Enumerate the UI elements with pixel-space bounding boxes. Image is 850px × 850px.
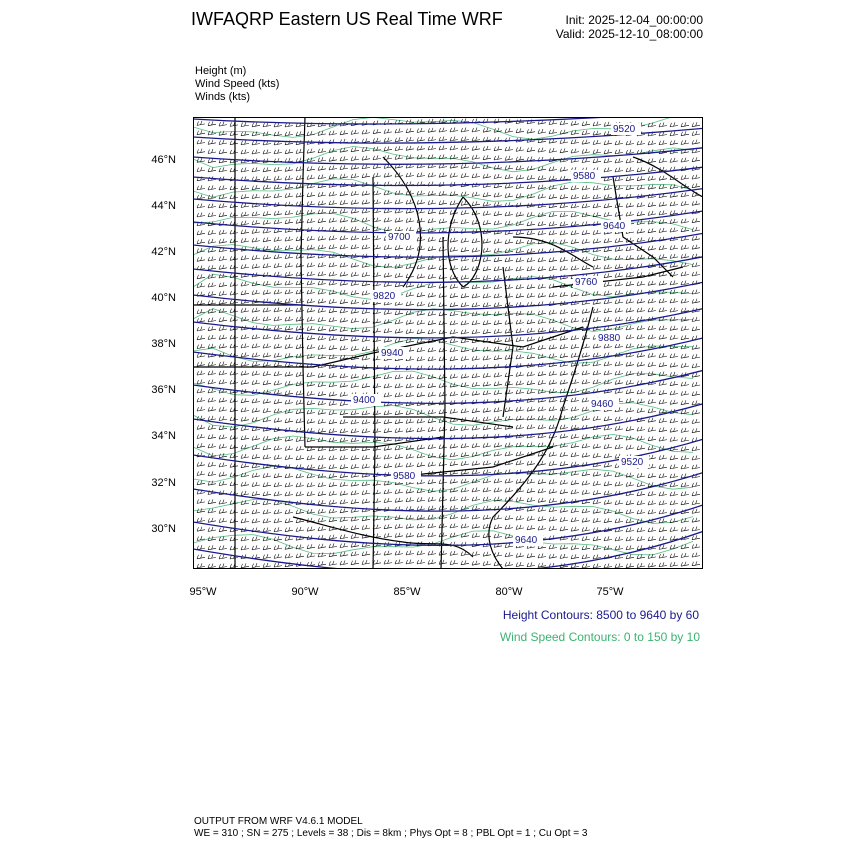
lon-label: 95°W xyxy=(189,586,217,598)
map-canvas xyxy=(193,117,703,569)
footer-config: WE = 310 ; SN = 275 ; Levels = 38 ; Dis = 8km ; Phys Opt = 8 ; PBL Opt = 1 ; Cu Opt = 3 xyxy=(194,828,588,839)
height-contour-label: 9940 xyxy=(381,348,404,359)
height-contour-label: 9880 xyxy=(598,333,621,344)
lon-label: 90°W xyxy=(291,586,319,598)
field-wind-speed-label: Wind Speed (kts) xyxy=(195,78,280,90)
map-panel xyxy=(193,117,703,569)
height-contour-label: 9640 xyxy=(603,221,626,232)
height-legend: Height Contours: 8500 to 9640 by 60 xyxy=(502,608,699,622)
height-contour-label: 9400 xyxy=(353,395,376,406)
chart-title: IWFAQRP Eastern US Real Time WRF xyxy=(191,9,503,29)
height-contour-label: 9520 xyxy=(613,124,636,135)
height-contour-label: 9820 xyxy=(373,291,396,302)
footer-model: OUTPUT FROM WRF V4.6.1 MODEL xyxy=(194,816,363,827)
lat-label: 34°N xyxy=(151,430,176,442)
lon-label: 85°W xyxy=(393,586,421,598)
height-contour-label: 9520 xyxy=(621,457,644,468)
lat-label: 44°N xyxy=(151,200,176,212)
height-contour-label: 9580 xyxy=(393,471,416,482)
lat-label: 46°N xyxy=(151,154,176,166)
field-winds-label: Winds (kts) xyxy=(195,91,250,103)
lat-label: 40°N xyxy=(151,292,176,304)
lat-label: 36°N xyxy=(151,384,176,396)
height-contour-label: 9700 xyxy=(388,232,411,243)
lat-label: 32°N xyxy=(151,477,176,489)
height-contour-label: 9460 xyxy=(591,399,614,410)
lon-label: 75°W xyxy=(596,586,624,598)
lat-label: 38°N xyxy=(151,338,176,350)
height-contour-label: 9760 xyxy=(575,277,598,288)
lat-label: 30°N xyxy=(151,523,176,535)
lon-label: 80°W xyxy=(495,586,523,598)
init-time: Init: 2025-12-04_00:00:00 xyxy=(565,13,703,27)
height-contour-label: 9580 xyxy=(573,171,596,182)
valid-time: Valid: 2025-12-10_08:00:00 xyxy=(555,27,703,41)
field-height-label: Height (m) xyxy=(195,65,247,77)
height-contour-label: 9640 xyxy=(515,535,538,546)
lat-label: 42°N xyxy=(151,246,176,258)
wind-speed-legend: Wind Speed Contours: 0 to 150 by 10 xyxy=(499,630,700,644)
